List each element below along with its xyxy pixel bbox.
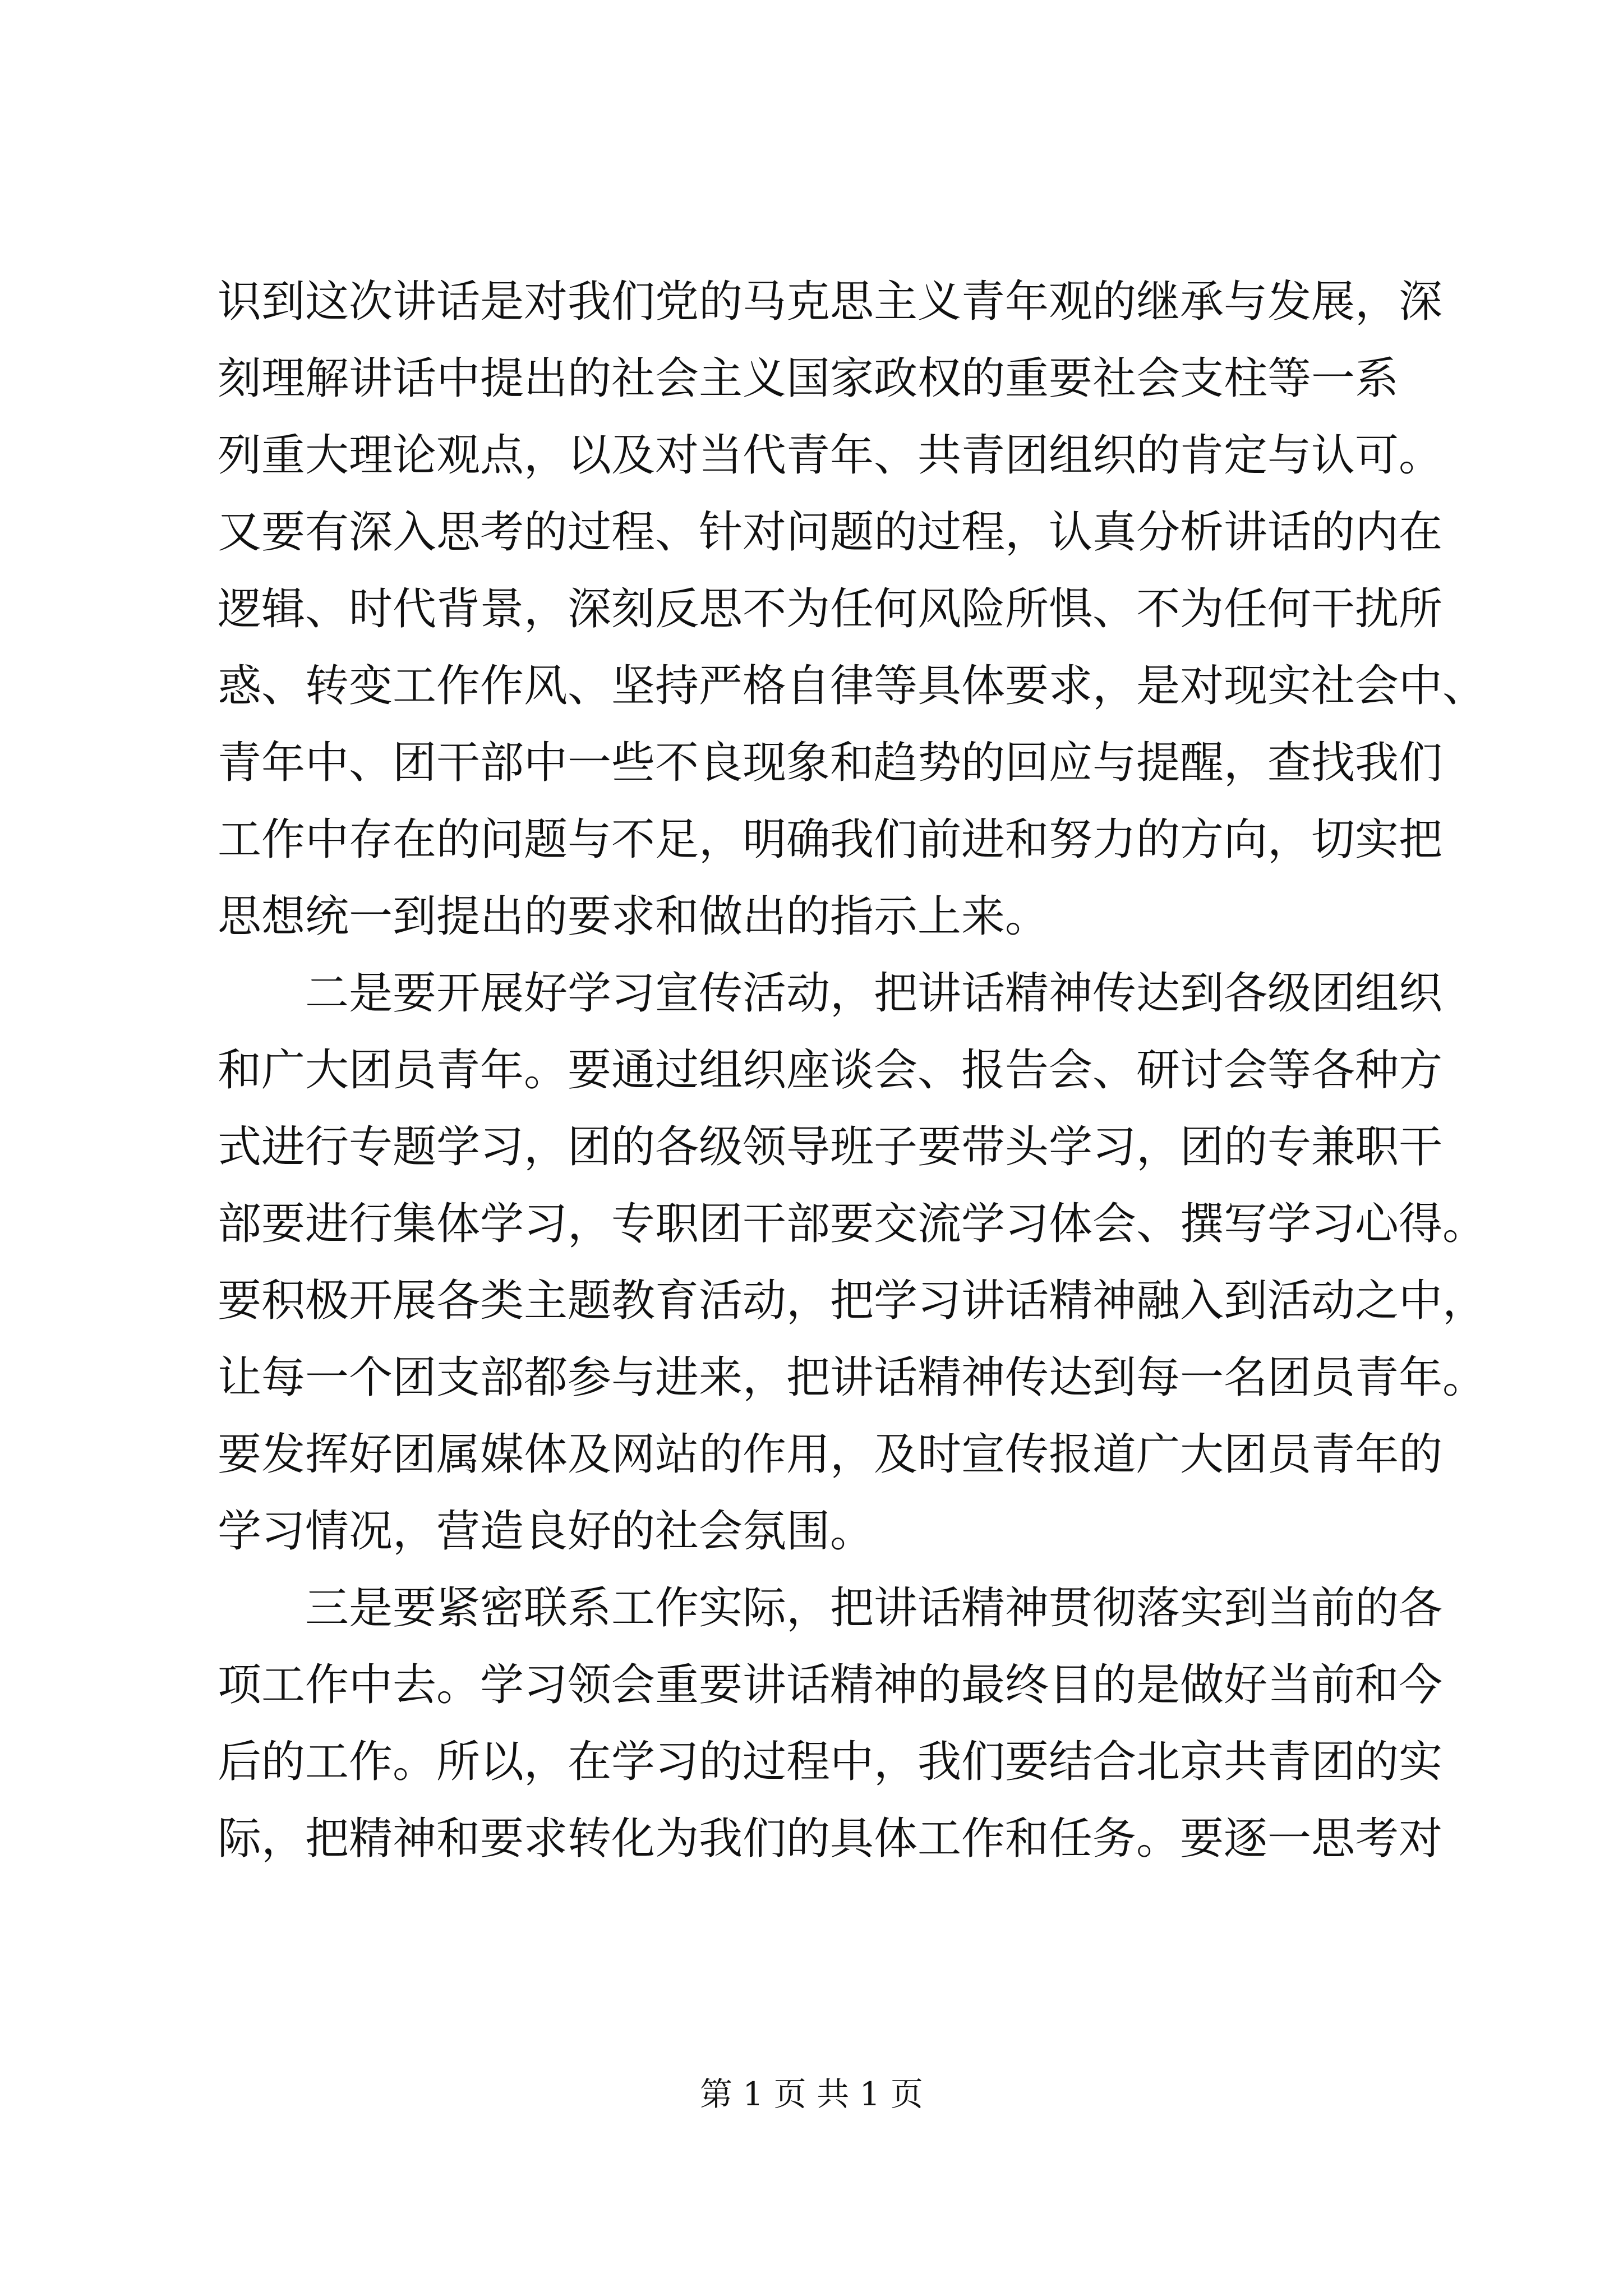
text-line: 逻辑、时代背景，深刻反思不为任何风险所惧、不为任何干扰所 — [218, 584, 1443, 634]
text-line: 思想统一到提出的要求和做出的指示上来。 — [218, 891, 1049, 942]
text-line: 刻理解讲话中提出的社会主义国家政权的重要社会支柱等一系 — [218, 353, 1399, 404]
text-line: 让每一个团支部都参与进来，把讲话精神传达到每一名团员青年。 — [218, 1352, 1487, 1403]
text-line: 项工作中去。学习领会重要讲话精神的最终目的是做好当前和今 — [218, 1660, 1443, 1710]
paragraph-start-line: 三是要紧密联系工作实际，把讲话精神贯彻落实到当前的各 — [305, 1583, 1443, 1634]
text-line: 要发挥好团属媒体及网站的作用，及时宣传报道广大团员青年的 — [218, 1429, 1443, 1480]
text-line: 识到这次讲话是对我们党的马克思主义青年观的继承与发展，深 — [218, 277, 1443, 327]
text-line: 青年中、团干部中一些不良现象和趋势的回应与提醒，查找我们 — [218, 738, 1443, 788]
text-line: 又要有深入思考的过程、针对问题的过程，认真分析讲话的内在 — [218, 507, 1443, 558]
paragraph-start-line: 二是要开展好学习宣传活动，把讲话精神传达到各级团组织 — [305, 968, 1443, 1019]
text-line: 要积极开展各类主题教育活动，把学习讲话精神融入到活动之中， — [218, 1276, 1487, 1326]
text-line: 工作中存在的问题与不足，明确我们前进和努力的方向，切实把 — [218, 815, 1443, 865]
text-line: 惑、转变工作作风、坚持严格自律等具体要求，是对现实社会中、 — [218, 661, 1487, 711]
text-line: 式进行专题学习，团的各级领导班子要带头学习，团的专兼职干 — [218, 1122, 1443, 1172]
text-line: 际，把精神和要求转化为我们的具体工作和任务。要逐一思考对 — [218, 1814, 1443, 1864]
text-line: 部要进行集体学习，专职团干部要交流学习体会、撰写学习心得。 — [218, 1199, 1487, 1249]
document-body — [218, 264, 1487, 1878]
text-line: 后的工作。所以，在学习的过程中，我们要结合北京共青团的实 — [218, 1737, 1443, 1787]
text-line: 列重大理论观点，以及对当代青年、共青团组织的肯定与认可。 — [218, 430, 1443, 481]
text-line: 学习情况，营造良好的社会氛围。 — [218, 1506, 874, 1557]
page-number-footer: 第 1 页 共 1 页 — [700, 2075, 923, 2113]
text-line: 和广大团员青年。要通过组织座谈会、报告会、研讨会等各种方 — [218, 1045, 1443, 1096]
